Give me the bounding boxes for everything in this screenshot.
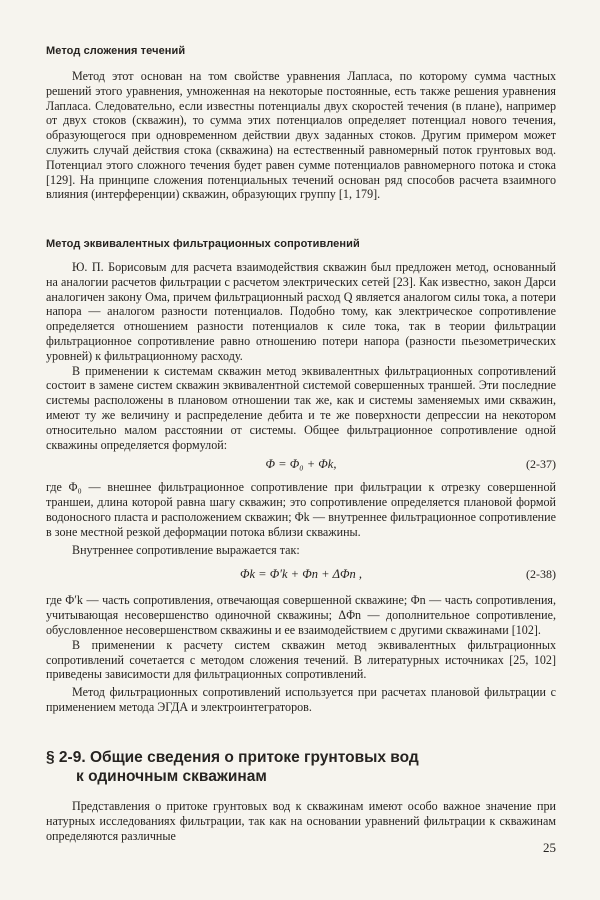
page-number: 25 <box>543 840 556 855</box>
paragraph: Ю. П. Борисовым для расчета взаимодействия скважин был предложен метод, основанный на аналогии расчетов фильтрации с расчетом электрических сетей [23]. Как известно, закон Дарси аналогичен закону Ома, причем фильтрационный расход Q является аналогом силы тока, а потери напора — аналогом разности потенциалов. Подобно тому, как электрическое сопротивление определяется отношением разности потенциалов к силе тока, так в теории фильтрации фильтрационное сопротивление равно отношению потери напора (разности пьезометрических уровней) к фильтрационному расходу. <box>46 260 556 363</box>
paragraph: Метод фильтрационных сопротивлений используется при расчетах плановой фильтрации с применением метода ЭГДА и электроинтеграторов. <box>46 685 556 714</box>
subsection-heading: Метод сложения течений <box>46 45 186 57</box>
subsection-equivalent-resistances <box>46 237 556 715</box>
section-heading-line2: к одиночным скважинам <box>76 768 267 785</box>
subsection-heading: Метод эквивалентных фильтрационных сопротивлений <box>46 238 360 250</box>
section-heading <box>46 748 556 786</box>
paragraph: В применении к расчету систем скважин метод эквивалентных фильтрационных сопротивлений сочетается с методом сложения течений. В литературных источниках [25, 102] приведены зависимости для фильтрационных сопротивлений. <box>46 637 556 682</box>
section-heading-line1: § 2-9. Общие сведения о притоке грунтовых вод <box>46 749 419 766</box>
paragraph: где Φ′k — часть сопротивления, отвечающая совершенной скважине; Φn — часть сопротивления, учитывающая несовершенство одиночной скважины; ΔΦn — дополнительное сопротивление, обусловленное несовершенством скважины и ее взаимодействием с другими скважинами [102]. <box>46 593 556 637</box>
equation-formula: Φ = Φ₀ + Φk, <box>265 457 337 472</box>
paragraph: В применении к системам скважин метод эквивалентных фильтрационных сопротивлений состоит в замене систем скважин эквивалентной системой совершенных траншей. Эти последние системы расположены в плановом отношении так же, как и системы заменяемых ими скважин, имеют ту же величину и распределение дебита и те же поверхности депрессии на некотором относительно малом расстоянии от системы. Общее фильтрационное сопротивление одной скважины определяется формулой: <box>46 363 556 452</box>
paragraph: Внутреннее сопротивление выражается так: <box>72 542 300 557</box>
equation-number: (2-37) <box>526 457 556 472</box>
paragraph: Метод этот основан на том свойстве уравнения Лапласа, по которому сумма частных решений этого уравнения, умноженная на некоторые постоянные, есть также решения уравнения Лапласа. Следовательно, если известны потенциалы двух скоростей течения (в плане), например от двух стоков (скважин), то сумма этих потенциалов определяет потенциал нового течения, образующегося при одновременном действии двух заданных стоков. Другим примером может служить случай действия стока (скважина) на естественный равномерный поток грунтовых вод. Потенциал этого сложного течения будет равен сумме потенциалов равномерного потока и стока [129]. На принципе сложения потенциальных течений основан ряд способов расчета взаимного влияния (интерференции) скважин, образующих группу [1, 179]. <box>46 69 556 202</box>
equation-formula: Φk = Φ′k + Φn + ΔΦn , <box>239 567 363 582</box>
paragraph: где Φ₀ — внешнее фильтрационное сопротивление при фильтрации к отрезку совершенной траншеи, длина которой равна шагу скважин; это сопротивление определяется плановой формой водоносного пласта и расположением скважин; Φk — внутреннее фильтрационное сопротивление в зоне местной резкой деформации потока вблизи скважины. <box>46 480 556 539</box>
section-2-9 <box>46 748 556 843</box>
subsection-flow-superposition <box>46 44 556 202</box>
paragraph: Представления о притоке грунтовых вод к скважинам имеют особо важное значение при натурных исследованиях фильтрации, так как на основании уравнений фильтрации к скважинам определяются различные <box>46 799 556 843</box>
equation-2-37 <box>46 455 556 475</box>
equation-2-38 <box>46 565 556 585</box>
equation-number: (2-38) <box>526 567 556 582</box>
